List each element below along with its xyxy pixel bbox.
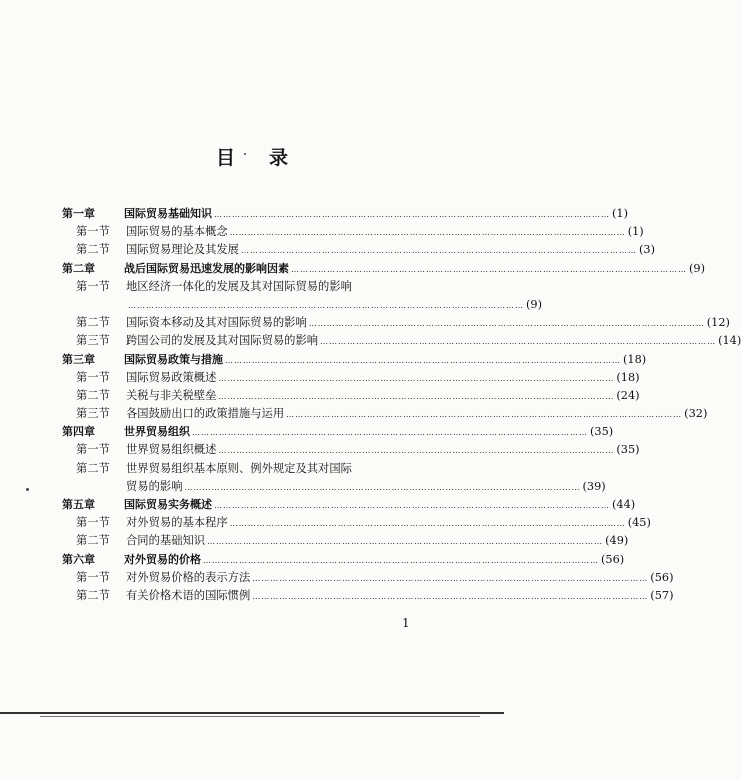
toc-number: 第二节 <box>76 461 110 475</box>
toc-page-number: (24) <box>616 388 640 402</box>
toc-page-number: (1) <box>627 225 644 239</box>
toc-page-number: (14) <box>718 334 741 348</box>
toc-section-row <box>62 332 741 350</box>
toc-title: 关税与非关税壁垒 <box>126 388 217 402</box>
toc-dot-leader: …………………………………………………………………………………………………………………… <box>229 519 626 529</box>
toc-number: 第二节 <box>76 588 110 602</box>
toc-dot-leader: …………………………………………………………………………………………………………………… <box>225 355 621 365</box>
toc-title: 地区经济一体化的发展及其对国际贸易的影响 <box>126 279 352 293</box>
toc-page-number: (39) <box>582 479 606 493</box>
toc-dot-leader: …………………………………………………………………………………………………………………… <box>286 410 683 420</box>
toc-chapter-row <box>62 551 625 569</box>
toc-page-number: (35) <box>590 425 614 439</box>
toc-dot-leader: …………………………………………………………………………………………………………………… <box>320 337 717 347</box>
toc-title: 战后国际贸易迅速发展的影响因素 <box>124 261 289 275</box>
toc-dot-leader: …………………………………………………………………………………………………………………… <box>214 501 610 510</box>
toc-number: 第六章 <box>62 552 95 566</box>
toc-title: 国际贸易基础知识 <box>124 207 212 220</box>
toc-page-number: (32) <box>684 407 708 421</box>
toc-section-row <box>62 532 629 550</box>
toc-dot-leader: …………………………………………………………………………………………………………………… <box>252 573 649 583</box>
toc-chapter-row <box>62 351 647 369</box>
toc-number: 第二章 <box>62 261 95 275</box>
toc-number: 第一节 <box>76 516 110 530</box>
toc-title: 国际贸易政策概述 <box>126 370 217 384</box>
toc-section-row <box>62 241 655 259</box>
toc-title: 国际贸易实务概述 <box>124 498 212 511</box>
toc-number: 第一章 <box>62 207 95 220</box>
toc-page-number: (9) <box>526 297 543 311</box>
toc-section-row <box>62 278 402 296</box>
toc-title: 世界贸易组织概述 <box>126 443 217 457</box>
toc-number: 第一节 <box>76 570 110 584</box>
toc-section-row <box>62 569 674 587</box>
toc-number: 第二节 <box>76 388 110 402</box>
toc-section-row <box>62 369 640 387</box>
toc-dot-leader: …………………………………………………………………………………………………………………… <box>240 246 637 256</box>
toc-section-row <box>62 387 640 405</box>
toc-dot-leader: …………………………………………………………………………………………………………………… <box>203 555 599 565</box>
toc-section-row <box>62 441 640 459</box>
toc-page-number: (56) <box>601 552 625 566</box>
toc-title: 跨国公司的发展及其对国际贸易的影响 <box>126 334 319 348</box>
toc-number: 第三章 <box>62 352 95 366</box>
toc-number: 第三节 <box>76 334 110 348</box>
table-of-contents <box>62 205 741 605</box>
toc-number: 第一节 <box>76 279 110 293</box>
toc-continuation-row <box>62 478 606 496</box>
title-char-2: 录 <box>269 147 289 169</box>
toc-title: 国际贸易的基本概念 <box>126 225 228 239</box>
toc-section-row <box>62 587 674 605</box>
toc-title: 贸易的影响 <box>126 479 183 493</box>
toc-page-number: (56) <box>650 570 674 584</box>
toc-section-row <box>62 514 651 532</box>
toc-number: 第五章 <box>62 498 95 511</box>
toc-number: 第一节 <box>76 370 110 384</box>
toc-dot-leader: …………………………………………………………………………………………………………………… <box>218 391 615 401</box>
toc-title: 合同的基础知识 <box>126 534 206 548</box>
toc-title: 各国鼓励出口的政策措施与运用 <box>126 407 285 421</box>
toc-title: 国际贸易理论及其发展 <box>126 243 239 257</box>
toc-title: 世界贸易组织基本原则、例外规定及其对国际 <box>126 461 352 475</box>
toc-page-number: (44) <box>612 498 636 511</box>
toc-section-row <box>62 460 402 478</box>
toc-dot-leader: …………………………………………………………………………………………………………………… <box>308 319 705 329</box>
toc-dot-leader: …………………………………………………………………………………………………………………… <box>207 537 604 547</box>
page-title <box>0 143 504 170</box>
toc-page-number: (45) <box>627 516 651 530</box>
title-char-1: 目 <box>215 147 235 169</box>
toc-page-number: (18) <box>623 352 647 366</box>
toc-dot-leader: …………………………………………………………………………………………………………………… <box>229 228 626 238</box>
toc-dot-leader: …………………………………………………………………………………………………………………… <box>218 446 615 456</box>
toc-number: 第一节 <box>76 443 110 457</box>
page-number: 1 <box>402 616 410 630</box>
toc-chapter-row <box>62 423 614 441</box>
toc-title: 有关价格术语的国际惯例 <box>126 588 251 602</box>
toc-dot-leader: …………………………………………………………………………………………………………………… <box>291 264 687 274</box>
toc-number: 第一节 <box>76 225 110 239</box>
toc-section-row <box>62 223 644 241</box>
toc-dot-leader: …………………………………………………………………………………………………………………… <box>214 210 610 219</box>
toc-section-row <box>62 405 708 423</box>
toc-title: 对外贸易的价格 <box>124 552 201 566</box>
toc-number: 第二节 <box>76 243 110 257</box>
scan-edge-line <box>0 712 504 714</box>
toc-chapter-row <box>62 260 706 278</box>
toc-page-number: (57) <box>650 588 674 602</box>
toc-continuation-row <box>62 296 543 314</box>
toc-page-number: (49) <box>605 534 629 548</box>
toc-number: 第三节 <box>76 407 110 421</box>
toc-dot-leader: …………………………………………………………………………………………………………………… <box>128 300 524 310</box>
scan-speck <box>244 153 246 155</box>
toc-title: 国际贸易政策与措施 <box>124 352 223 366</box>
toc-dot-leader: …………………………………………………………………………………………………………………… <box>192 428 588 438</box>
toc-title: 国际资本移动及其对国际贸易的影响 <box>126 316 307 330</box>
scan-edge-line <box>40 716 480 717</box>
toc-dot-leader: …………………………………………………………………………………………………………………… <box>184 482 581 492</box>
toc-chapter-row <box>62 205 629 223</box>
toc-page-number: (18) <box>616 370 640 384</box>
toc-page-number: (1) <box>612 207 629 220</box>
toc-chapter-row <box>62 496 636 514</box>
scan-speck <box>26 488 29 491</box>
toc-title: 世界贸易组织 <box>124 425 190 439</box>
toc-page-number: (9) <box>689 261 706 275</box>
toc-page-number: (3) <box>638 243 655 257</box>
toc-title: 对外贸易的基本程序 <box>126 516 228 530</box>
toc-number: 第四章 <box>62 425 95 439</box>
toc-number: 第二节 <box>76 534 110 548</box>
toc-number: 第二节 <box>76 316 110 330</box>
toc-page-number: (35) <box>616 443 640 457</box>
toc-title: 对外贸易价格的表示方法 <box>126 570 251 584</box>
toc-dot-leader: …………………………………………………………………………………………………………………… <box>252 591 649 601</box>
toc-section-row <box>62 314 730 332</box>
toc-dot-leader: …………………………………………………………………………………………………………………… <box>218 373 615 383</box>
toc-page-number: (12) <box>706 316 730 330</box>
